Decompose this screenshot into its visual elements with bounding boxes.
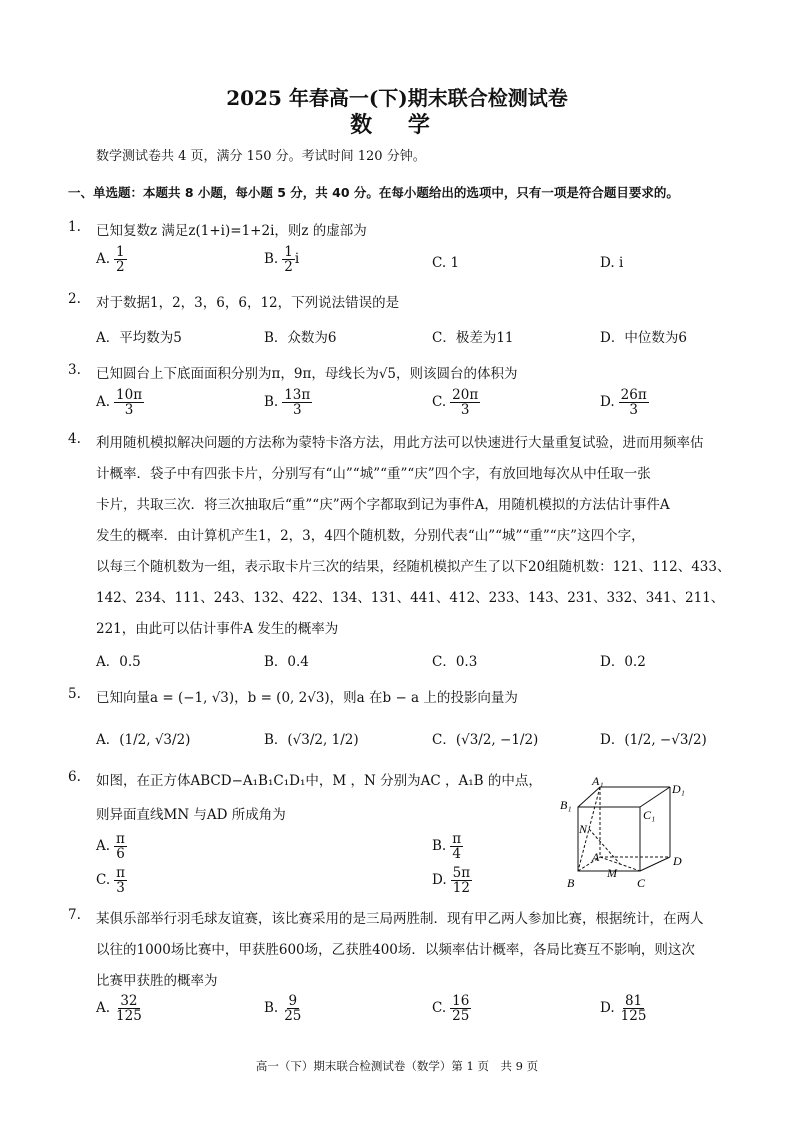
q4-option-c: C．0.3 [432, 654, 478, 670]
q7-line: 比赛甲获胜的概率为 [96, 973, 218, 989]
q3-option-c: C. $\frac{20\pi}{3}$ [432, 387, 479, 419]
q4-option-b: B．0.4 [264, 654, 309, 670]
q4-line: 142、234、111、243、132、422、134、131、441、412、233、143、231、332、341、211、 [96, 590, 725, 606]
q4-line: 计概率．袋子中有四张卡片，分别写有“山”“城”“重”“庆”四个字，有放回地每次从中任取一张 [96, 466, 651, 482]
q7-number: 7. [68, 907, 81, 923]
q3-text: 已知圆台上下底面面积分别为π，9π，母线长为√5，则该圆台的体积为 [96, 366, 518, 382]
q3-option-b: B. $\frac{13\pi}{3}$ [264, 387, 311, 419]
q2-option-c: C．极差为11 [432, 330, 514, 346]
label-B: B [567, 876, 575, 890]
q6-text: 则异面直线MN 与AD 所成角为 [96, 807, 286, 823]
q1-number: 1. [68, 219, 81, 235]
q7-option-b: B. $\frac{9}{25}$ [264, 993, 302, 1025]
exam-intro: 数学测试卷共 4 页，满分 150 分。考试时间 120 分钟。 [96, 149, 426, 164]
q6-option-b: B. $\frac{\pi}{4}$ [432, 831, 462, 863]
q5-option-c: C．(√3/2, −1/2) [432, 732, 539, 748]
q4-line: 发生的概率．由计算机产生1，2，3，4四个随机数，分别代表“山”“城”“重”“庆”这四个字， [96, 528, 645, 544]
q2-option-b: B．众数为6 [264, 330, 337, 346]
q4-line: 卡片，共取三次．将三次抽取后“重”“庆”两个字都取到记为事件A，用随机模拟的方法估计事件A [96, 497, 670, 513]
q2-option-d: D．中位数为6 [600, 330, 687, 346]
q2-text: 对于数据1，2，3，6，6，12，下列说法错误的是 [96, 295, 400, 311]
q5-option-b: B．(√3/2, 1/2) [264, 732, 359, 748]
q1-option-a: A. $\frac{1}{2}$ [96, 244, 125, 276]
q5-number: 5. [68, 686, 81, 702]
label-N: N [579, 822, 588, 836]
q6-option-c: C. $\frac{\pi}{3}$ [96, 865, 126, 897]
q4-line: 利用随机模拟解决问题的方法称为蒙特卡洛方法，用此方法可以快速进行大量重复试验，进而用频率估 [96, 435, 704, 451]
q7-line: 以往的1000场比赛中，甲获胜600场，乙获胜400场．以频率估计概率，各局比赛互不影响，则这次 [96, 942, 695, 958]
q6-option-a: A. $\frac{\pi}{6}$ [96, 831, 125, 863]
q7-option-d: D. $\frac{81}{125}$ [600, 993, 647, 1025]
q2-option-a: A．平均数为5 [96, 330, 182, 346]
q7-line: 某俱乐部举行羽毛球友谊赛，该比赛采用的是三局两胜制．现有甲乙两人参加比赛，根据统计，在两人 [96, 911, 704, 927]
q6-number: 6. [68, 769, 81, 785]
section-heading: 一、单选题：本题共 8 小题，每小题 5 分，共 40 分。在每小题给出的选项中，只有一项是符合题目要求的。 [68, 185, 679, 200]
q6-option-d: D. $\frac{5\pi}{12}$ [432, 865, 471, 897]
q5-option-d: D．(1/2, −√3/2) [600, 732, 707, 748]
label-A: A [592, 850, 600, 864]
q3-option-a: A. $\frac{10\pi}{3}$ [96, 387, 143, 419]
q5-option-a: A．(1/2, √3/2) [96, 732, 191, 748]
subject-title: 数 学 [350, 112, 444, 138]
page-footer: 高一（下）期末联合检测试卷（数学）第 1 页 共 9 页 [255, 1059, 539, 1073]
q6-text: 如图，在正方体ABCD−A₁B₁C₁D₁中，M ，N 分别为AC ，A₁B 的中点， [96, 773, 542, 789]
q4-line: 221，由此可以估计事件A 发生的概率为 [96, 621, 339, 637]
q4-option-d: D．0.2 [600, 654, 646, 670]
q5-text: 已知向量a = (−1, √3)，b = (0, 2√3)，则a 在b − a 上的投影向量为 [96, 690, 518, 706]
q3-number: 3. [68, 362, 81, 378]
exam-title: 2025 年春高一(下)期末联合检测试卷 [226, 86, 568, 110]
label-D1: D₁ [672, 782, 685, 796]
label-M: M [607, 866, 617, 880]
q7-option-a: A. $\frac{32}{125}$ [96, 993, 142, 1025]
q4-option-a: A．0.5 [96, 654, 141, 670]
q4-line: 以每三个随机数为一组，表示取卡片三次的结果，经随机模拟产生了以下20组随机数：121、112、433、 [96, 559, 731, 575]
label-B1: B₁ [560, 798, 572, 812]
q1-option-d: D. i [600, 255, 624, 271]
label-C: C [637, 876, 646, 890]
label-A1: A₁ [592, 775, 604, 788]
label-C1: C₁ [643, 808, 656, 822]
q3-option-d: D. $\frac{26\pi}{3}$ [600, 387, 647, 419]
q2-number: 2. [68, 291, 81, 307]
q1-option-c: C. 1 [432, 255, 460, 271]
cube-figure [555, 775, 695, 895]
q1-option-b: B. $\frac{1}{2}$ i [264, 244, 300, 276]
q7-option-c: C. $\frac{16}{25}$ [432, 993, 470, 1025]
q4-number: 4. [68, 431, 81, 447]
label-D: D [673, 854, 682, 868]
q1-text: 已知复数z 满足z(1+i)=1+2i，则z 的虚部为 [96, 223, 367, 239]
